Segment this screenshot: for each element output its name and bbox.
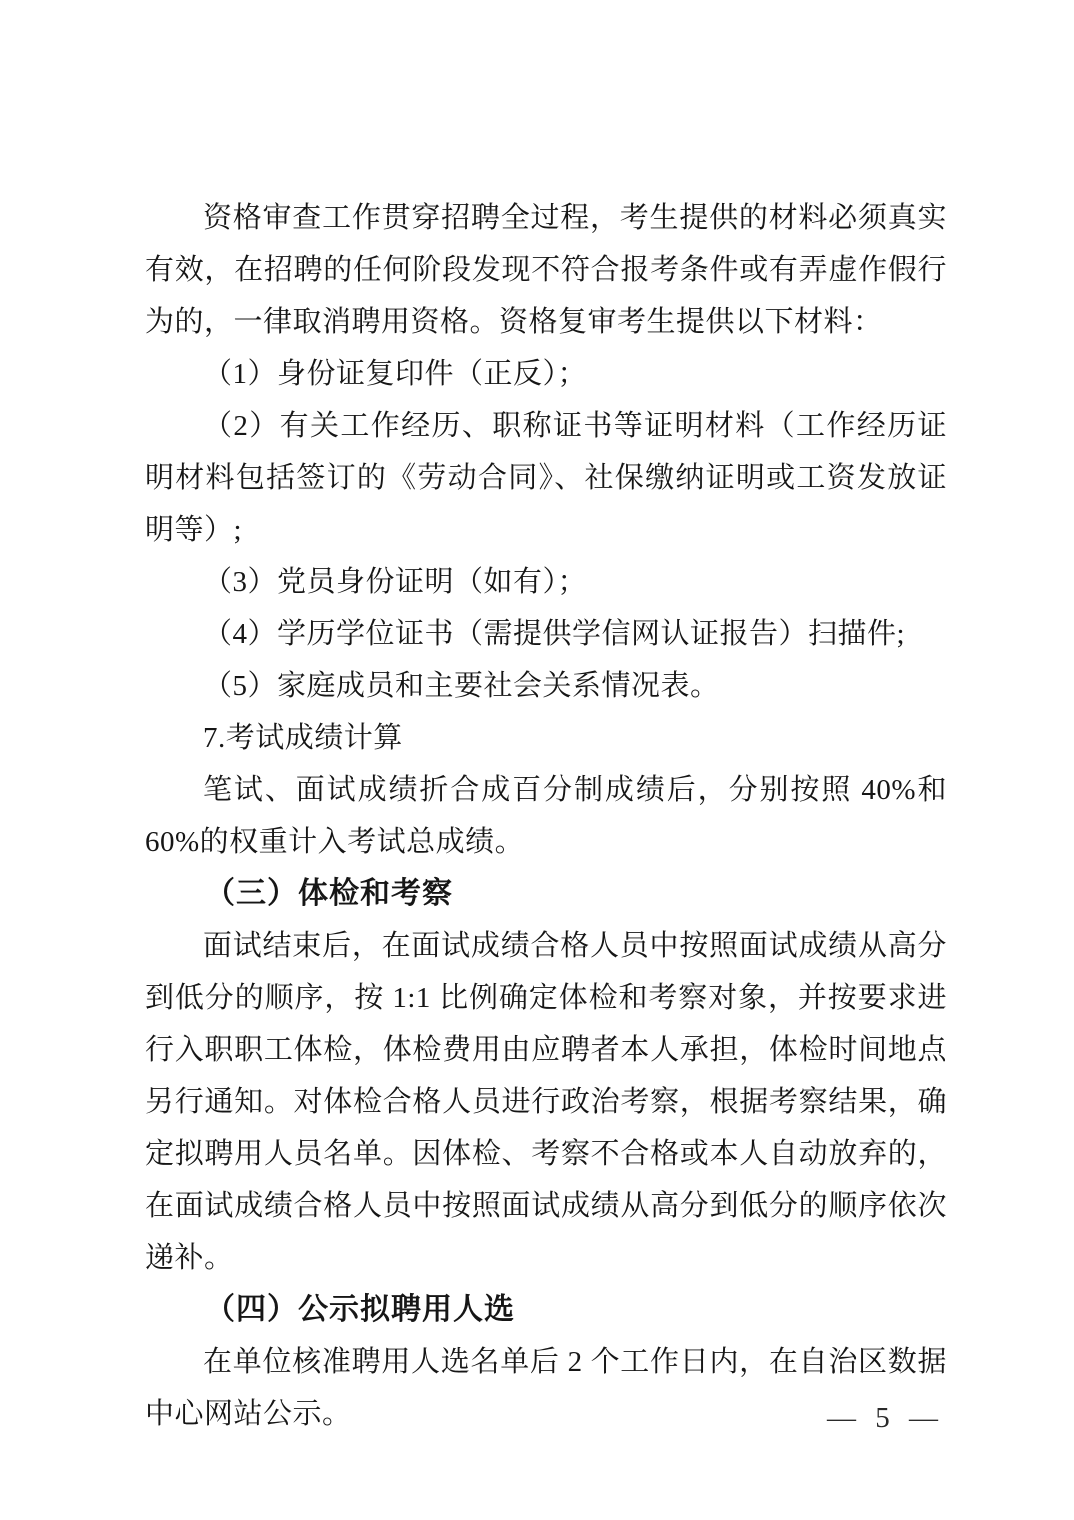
paragraph-qualification-review: 资格审查工作贯穿招聘全过程，考生提供的材料必须真实有效，在招聘的任何阶段发现不符合报考条件或有弄虚作假行为的，一律取消聘用资格。资格复审考生提供以下材料： — [145, 202, 947, 338]
paragraph-score-weights: 笔试、面试成绩折合成百分制成绩后，分别按照 40%和 60%的权重计入考试总成绩。 — [145, 774, 947, 858]
list-item-work-experience: （2）有关工作经历、职称证书等证明材料（工作经历证明材料包括签订的《劳动合同》、社保缴纳证明或工资发放证明等）; — [145, 410, 947, 546]
document-body — [145, 192, 947, 1440]
section-heading-publicity: （四）公示拟聘用人选 — [205, 1293, 515, 1326]
paragraph-publicity-details: 在单位核准聘用人选名单后 2 个工作日内，在自治区数据中心网站公示。 — [145, 1346, 947, 1430]
list-item-degree-certificate: （4）学历学位证书（需提供学信网认证报告）扫描件; — [203, 618, 906, 650]
subsection-title-score-calculation: 7.考试成绩计算 — [203, 722, 403, 754]
list-item-party-membership: （3）党员身份证明（如有）； — [203, 566, 588, 598]
paragraph-physical-exam-details: 面试结束后，在面试成绩合格人员中按照面试成绩从高分到低分的顺序，按 1:1 比例确定体检和考察对象，并按要求进行入职职工体检，体检费用由应聘者本人承担，体检时间地点另行通知。对体检合格人员进行政治考察，根据考察结果，确定拟聘用人员名单。因体检、考察不合格或本人自动放弃的，在面试成绩合格人员中按照面试成绩从高分到低分的顺序依次递补。 — [145, 930, 947, 1274]
section-heading-physical-exam: （三）体检和考察 — [205, 877, 453, 910]
page-number: — 5 — — [827, 1402, 944, 1434]
list-item-id-copy: （1）身份证复印件（正反）； — [203, 358, 588, 390]
list-item-family-members: （5）家庭成员和主要社会关系情况表。 — [203, 670, 720, 702]
